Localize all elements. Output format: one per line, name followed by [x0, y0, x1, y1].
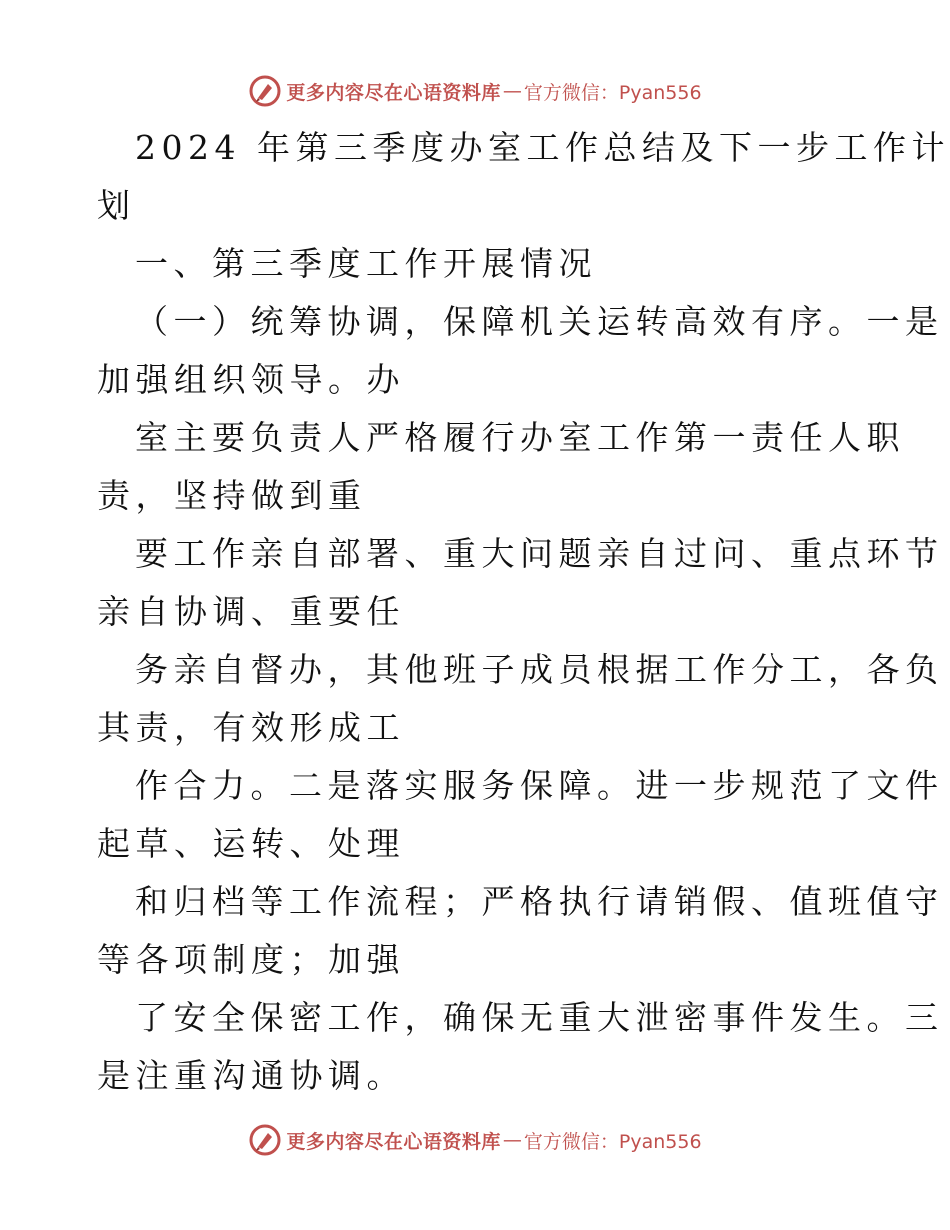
- paragraph-line: 其责，有效形成工: [97, 708, 405, 747]
- paragraph-line: 室主要负责人严格履行办室工作第一责任人职: [135, 418, 905, 457]
- banner-wechat: 官方微信：Pyan556: [523, 1130, 702, 1153]
- document-title-line: 划: [97, 186, 136, 225]
- paragraph-line: （一）统筹协调，保障机关运转高效有序。一是: [135, 302, 944, 341]
- paragraph-line: 加强组织领导。办: [97, 360, 405, 399]
- footer-banner: [0, 1120, 950, 1160]
- paragraph-line: 责，坚持做到重: [97, 476, 367, 515]
- banner-slogan: 更多内容尽在心语资料库: [286, 81, 501, 104]
- banner-slogan: 更多内容尽在心语资料库: [286, 1130, 501, 1153]
- paragraph-line: 要工作亲自部署、重大问题亲自过问、重点环节: [135, 534, 944, 573]
- banner-separator: —: [502, 1129, 522, 1151]
- banner-wechat: 官方微信：Pyan556: [523, 81, 702, 104]
- paragraph-line: 等各项制度；加强: [97, 940, 405, 979]
- document-title-line: 2024 年第三季度办室工作总结及下一步工作计: [135, 128, 950, 167]
- banner-separator: —: [502, 80, 522, 102]
- paragraph-line: 亲自协调、重要任: [97, 592, 405, 631]
- section-heading: 一、第三季度工作开展情况: [135, 244, 597, 283]
- paragraph-line: 和归档等工作流程；严格执行请销假、值班值守: [135, 882, 944, 921]
- pen-nib-logo-icon: [248, 74, 282, 108]
- paragraph-line: 作合力。二是落实服务保障。进一步规范了文件: [135, 766, 944, 805]
- paragraph-line: 了安全保密工作，确保无重大泄密事件发生。三: [135, 998, 944, 1037]
- paragraph-line: 是注重沟通协调。: [97, 1056, 405, 1095]
- pen-nib-logo-icon: [248, 1123, 282, 1157]
- paragraph-line: 务亲自督办，其他班子成员根据工作分工，各负: [135, 650, 944, 689]
- header-banner: [0, 71, 950, 111]
- paragraph-line: 起草、运转、处理: [97, 824, 405, 863]
